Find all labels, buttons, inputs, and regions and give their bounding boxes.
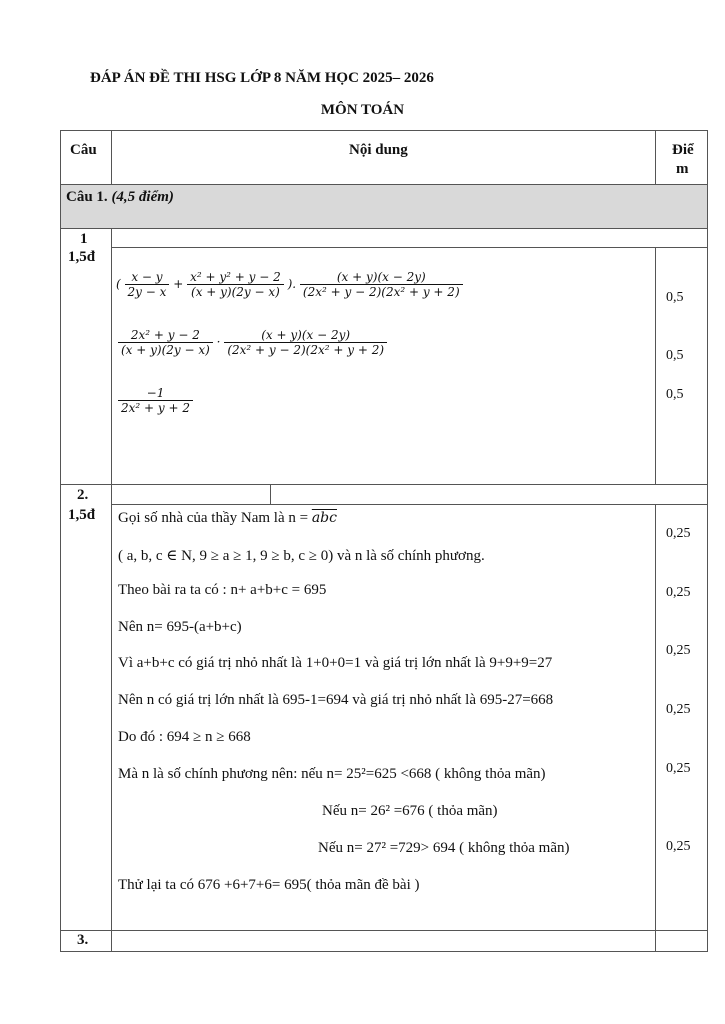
fraction: $\frac{\text{2x² + y − 2}}{(x + y)(2y - x)}$ (118, 328, 213, 357)
fraction: $\frac{(x + y)(x - 2y)}{\text{(2x² + y − 2)(2x² + y + 2)}}$ (224, 328, 387, 357)
fraction: $\frac{\text{x² + y² + y − 2}}{(x + y)(2y - x)}$ (187, 270, 284, 299)
q2-point: 0,25 (666, 702, 691, 717)
q2-line: Vì a+b+c có giá trị nhỏ nhất là 1+0+0=1 và giá trị lớn nhất là 9+9+9=27 (118, 655, 553, 671)
close-paren: ). (287, 277, 297, 291)
abc-number: $\overline{abc}$ (311, 510, 337, 526)
q1-point: 0,5 (666, 290, 684, 305)
fraction: $\frac{(x + y)(x - 2y)}{\text{(2x² + y − 2)(2x² + y + 2)}}$ (300, 270, 463, 299)
q2-point: 0,25 (666, 585, 691, 600)
q2-point: 0,25 (666, 643, 691, 658)
fraction: $\frac{x - y}{2y - x}$ (125, 270, 170, 299)
fraction: $\frac{-1}{\text{2x² + y + 2}}$ (118, 386, 193, 415)
q2-line: Theo bài ra ta có : n+ a+b+c = 695 (118, 582, 327, 598)
q1-expression-1 (116, 270, 463, 299)
dot-operator: · (216, 335, 221, 349)
q2-line: Nếu n= 27² =729> 694 ( không thỏa mãn) (318, 840, 570, 856)
q2-point: 0,25 (666, 761, 691, 776)
section-points: (4,5 điểm) (111, 189, 174, 205)
q2-line: Do đó : 694 ≥ n ≥ 668 (118, 729, 251, 745)
header-noidung: Nội dung (349, 142, 408, 158)
q2-line: Nên n= 695-(a+b+c) (118, 619, 242, 635)
q2-point: 0,25 (666, 526, 691, 541)
q3-number: 3. (77, 932, 89, 948)
q1-score: 1,5đ (68, 249, 96, 265)
q1-expression-2 (118, 328, 387, 357)
section-heading (66, 189, 174, 206)
q2-line: Nếu n= 26² =676 ( thỏa mãn) (322, 803, 498, 819)
q2-line: ( a, b, c ∈ N, 9 ≥ a ≥ 1, 9 ≥ b, c ≥ 0) và n là số chính phương. (118, 548, 485, 564)
q2-line: Mà n là số chính phương nên: nếu n= 25²=625 <668 ( không thỏa mãn) (118, 766, 546, 782)
q2-line: Thử lại ta có 676 +6+7+6= 695( thỏa mãn đề bài ) (118, 877, 420, 893)
header-diem-line2: m (676, 161, 689, 177)
q2-point: 0,25 (666, 839, 691, 854)
header-diem-line1: Điể (672, 142, 694, 158)
q2-line: Gọi số nhà của thầy Nam là $n = \overline{abc}$ (118, 510, 337, 526)
document-title: ĐÁP ÁN ĐỀ THI HSG LỚP 8 NĂM HỌC 2025– 2026 (90, 70, 434, 86)
q2-score: 1,5đ (68, 507, 96, 523)
subject-title: MÔN TOÁN (320, 102, 405, 118)
section-label: Câu 1. (66, 189, 108, 205)
q1-expression-3 (118, 386, 193, 415)
open-paren: ( (116, 277, 121, 291)
plus-sign: + (173, 277, 184, 291)
q1-point: 0,5 (666, 387, 684, 402)
q2-number: 2. (77, 487, 89, 503)
q1-number: 1 (80, 231, 88, 247)
q1-point: 0,5 (666, 348, 684, 363)
header-cau: Câu (70, 142, 97, 158)
q2-line: Nên n có giá trị lớn nhất là 695-1=694 và giá trị nhỏ nhất là 695-27=668 (118, 692, 554, 708)
